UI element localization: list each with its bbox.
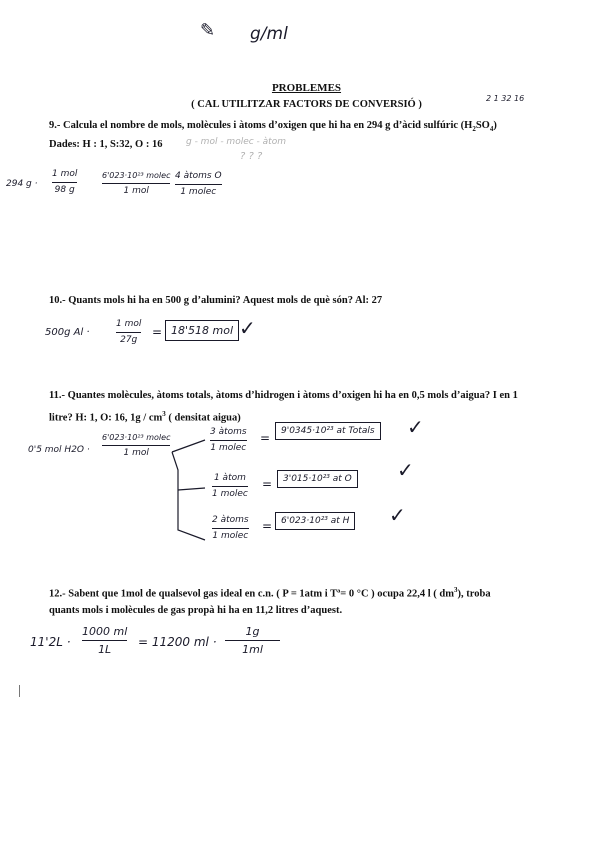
header-scribble-icon: ✎: [200, 20, 216, 41]
problem-11-line1: 11.- Quantes molècules, àtoms totals, àtoms d’hidrogen i àtoms d’oxigen hi ha en 0,5 mols d’aigua? I en 1: [49, 390, 518, 401]
p11-check-3-icon: ✓: [389, 503, 406, 527]
p10-equals: =: [152, 325, 163, 339]
problem-12-line1: 12.- Sabent que 1mol de qualsevol gas ideal en c.n. ( P = 1atm i Tª= 0 °C ) ocupa 22,4 l ( $dm^3$), troba: [49, 586, 491, 600]
p9-start: 294 g ·: [6, 179, 38, 189]
p12-start: 11'2L ·: [30, 635, 71, 649]
p10-check-icon: ✓: [239, 316, 256, 340]
p12-factor-1: 1000 ml 1L: [82, 625, 128, 656]
p10-result-box: 18'518 mol: [165, 320, 239, 341]
problem-12-line2: quants mols i molècules de gas propà hi ha en 11,2 litres d’aquest.: [49, 605, 343, 616]
p12-factor-2: 1g 1ml: [225, 626, 280, 655]
p10-start: 500g Al ·: [45, 327, 90, 338]
page-subtitle: ( CAL UTILITZAR FACTORS DE CONVERSIÓ ): [191, 99, 422, 110]
p11-branch-3-equals: =: [262, 519, 273, 533]
p9-pencil-questions: ? ? ?: [240, 151, 263, 162]
p9-factor-3: 4 àtoms O 1 molec: [175, 171, 222, 197]
p11-branch-1-result: 9'0345·10²³ at Totals: [275, 422, 381, 440]
header-note: g/ml: [250, 24, 288, 44]
p11-check-1-icon: ✓: [407, 415, 424, 439]
p11-branch-2-result: 3'015·10²³ at O: [277, 470, 358, 488]
p11-branch-3-factor: 2 àtoms 1 molec: [212, 515, 249, 541]
p11-factor-1: 6'023·10²³ molec 1 mol: [102, 433, 171, 458]
p11-branch-3-result: 6'023·10²³ at H: [275, 512, 355, 530]
p9-factor-2: 6'023·10²³ molec 1 mol: [102, 171, 171, 196]
p11-check-2-icon: ✓: [397, 458, 414, 482]
page-title: PROBLEMES: [271, 82, 342, 94]
p9-pencil-note: g - mol - molec - àtom: [186, 137, 286, 147]
p12-mid: = 11200 ml ·: [138, 635, 217, 649]
p9-mass-note: 2 1 32 16: [486, 94, 525, 103]
problem-11-line2: litre? H: 1, O: 16, $1g / cm^3$ ( densitat aigua): [49, 410, 241, 424]
margin-mark: [19, 685, 20, 697]
p9-factor-1: 1 mol 98 g: [52, 169, 78, 195]
problem-9-dades: Dades: H : 1, S:32, O : 16: [49, 139, 163, 150]
p11-branch-1-factor: 3 àtoms 1 molec: [210, 427, 247, 453]
p10-factor-1: 1 mol 27g: [116, 319, 142, 345]
p11-branch-2-factor: 1 àtom 1 molec: [212, 473, 248, 499]
p11-start: 0'5 mol H2O ·: [28, 445, 90, 455]
p11-branch-2-equals: =: [262, 477, 273, 491]
problem-10-text: 10.- Quants mols hi ha en 500 g d’alumini? Aquest mols de què són? Al: 27: [49, 295, 383, 306]
problem-9-text: 9.- Calcula el nombre de mols, molècules i àtoms d’oxigen que hi ha en 294 g d’àcid sulfúric $(H_2SO_4)$: [49, 120, 497, 134]
p11-branch-1-equals: =: [260, 431, 271, 445]
